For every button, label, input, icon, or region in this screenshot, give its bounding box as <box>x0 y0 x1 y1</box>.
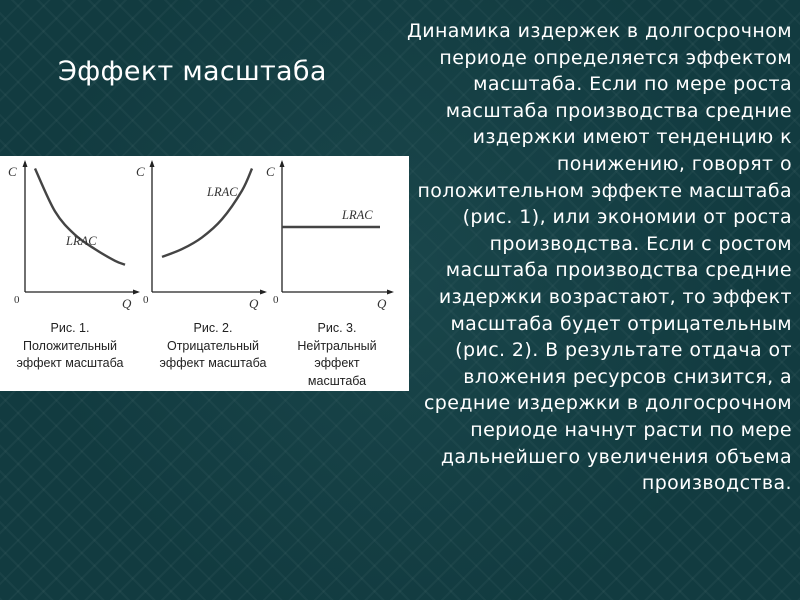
caption-line: Рис. 1. <box>50 321 90 335</box>
y-axis-arrow <box>280 160 285 167</box>
caption-line: Положительный <box>22 338 118 353</box>
lrac-label: LRAC <box>207 185 238 199</box>
figure-2-caption <box>146 320 280 373</box>
origin-label: 0 <box>14 294 20 306</box>
body-text: Динамика издержек в долгосрочном периоде определяется эффектом масштаба. Если по мере роста масштаба производства средние издержки имеют тенденцию к понижению, говорят о положительном эффекте масштаба (рис. 1), или экономии от роста производства. Если с ростом масштаба производства средние издержки возрастают, то эффект масштаба будет отрицательным (рис. 2). В результате отдача от вложения ресурсов снизится, а средние издержки в долгосрочном периоде начнут расти по мере дальнейшего увеличения объема производства. <box>406 20 792 495</box>
figure-1-caption <box>3 320 137 373</box>
figure-3-caption <box>270 320 404 390</box>
figure-3-chart <box>0 156 409 316</box>
y-axis-label: C <box>266 164 275 179</box>
x-axis-label: Q <box>377 296 387 311</box>
x-axis-label: Q <box>122 296 132 311</box>
figure-panel <box>0 156 409 391</box>
y-axis-label: C <box>136 164 145 179</box>
caption-line: эффект масштаба <box>16 356 124 371</box>
lrac-label: LRAC <box>342 208 373 222</box>
caption-line: Рис. 3. <box>317 321 357 335</box>
x-axis-label: Q <box>249 296 259 311</box>
lrac-label: LRAC <box>66 234 97 248</box>
origin-label: 0 <box>143 294 149 306</box>
caption-line: Нейтральный <box>297 338 377 353</box>
caption-line: масштаба <box>307 373 367 388</box>
caption-line: эффект <box>314 356 360 371</box>
slide-title: Эффект масштаба <box>58 56 327 87</box>
x-axis-arrow <box>387 290 394 295</box>
y-axis-label: C <box>8 164 17 179</box>
caption-line: Отрицательный <box>166 338 260 353</box>
caption-line: Рис. 2. <box>193 321 233 335</box>
origin-label: 0 <box>273 294 279 306</box>
caption-line: эффект масштаба <box>159 356 267 371</box>
